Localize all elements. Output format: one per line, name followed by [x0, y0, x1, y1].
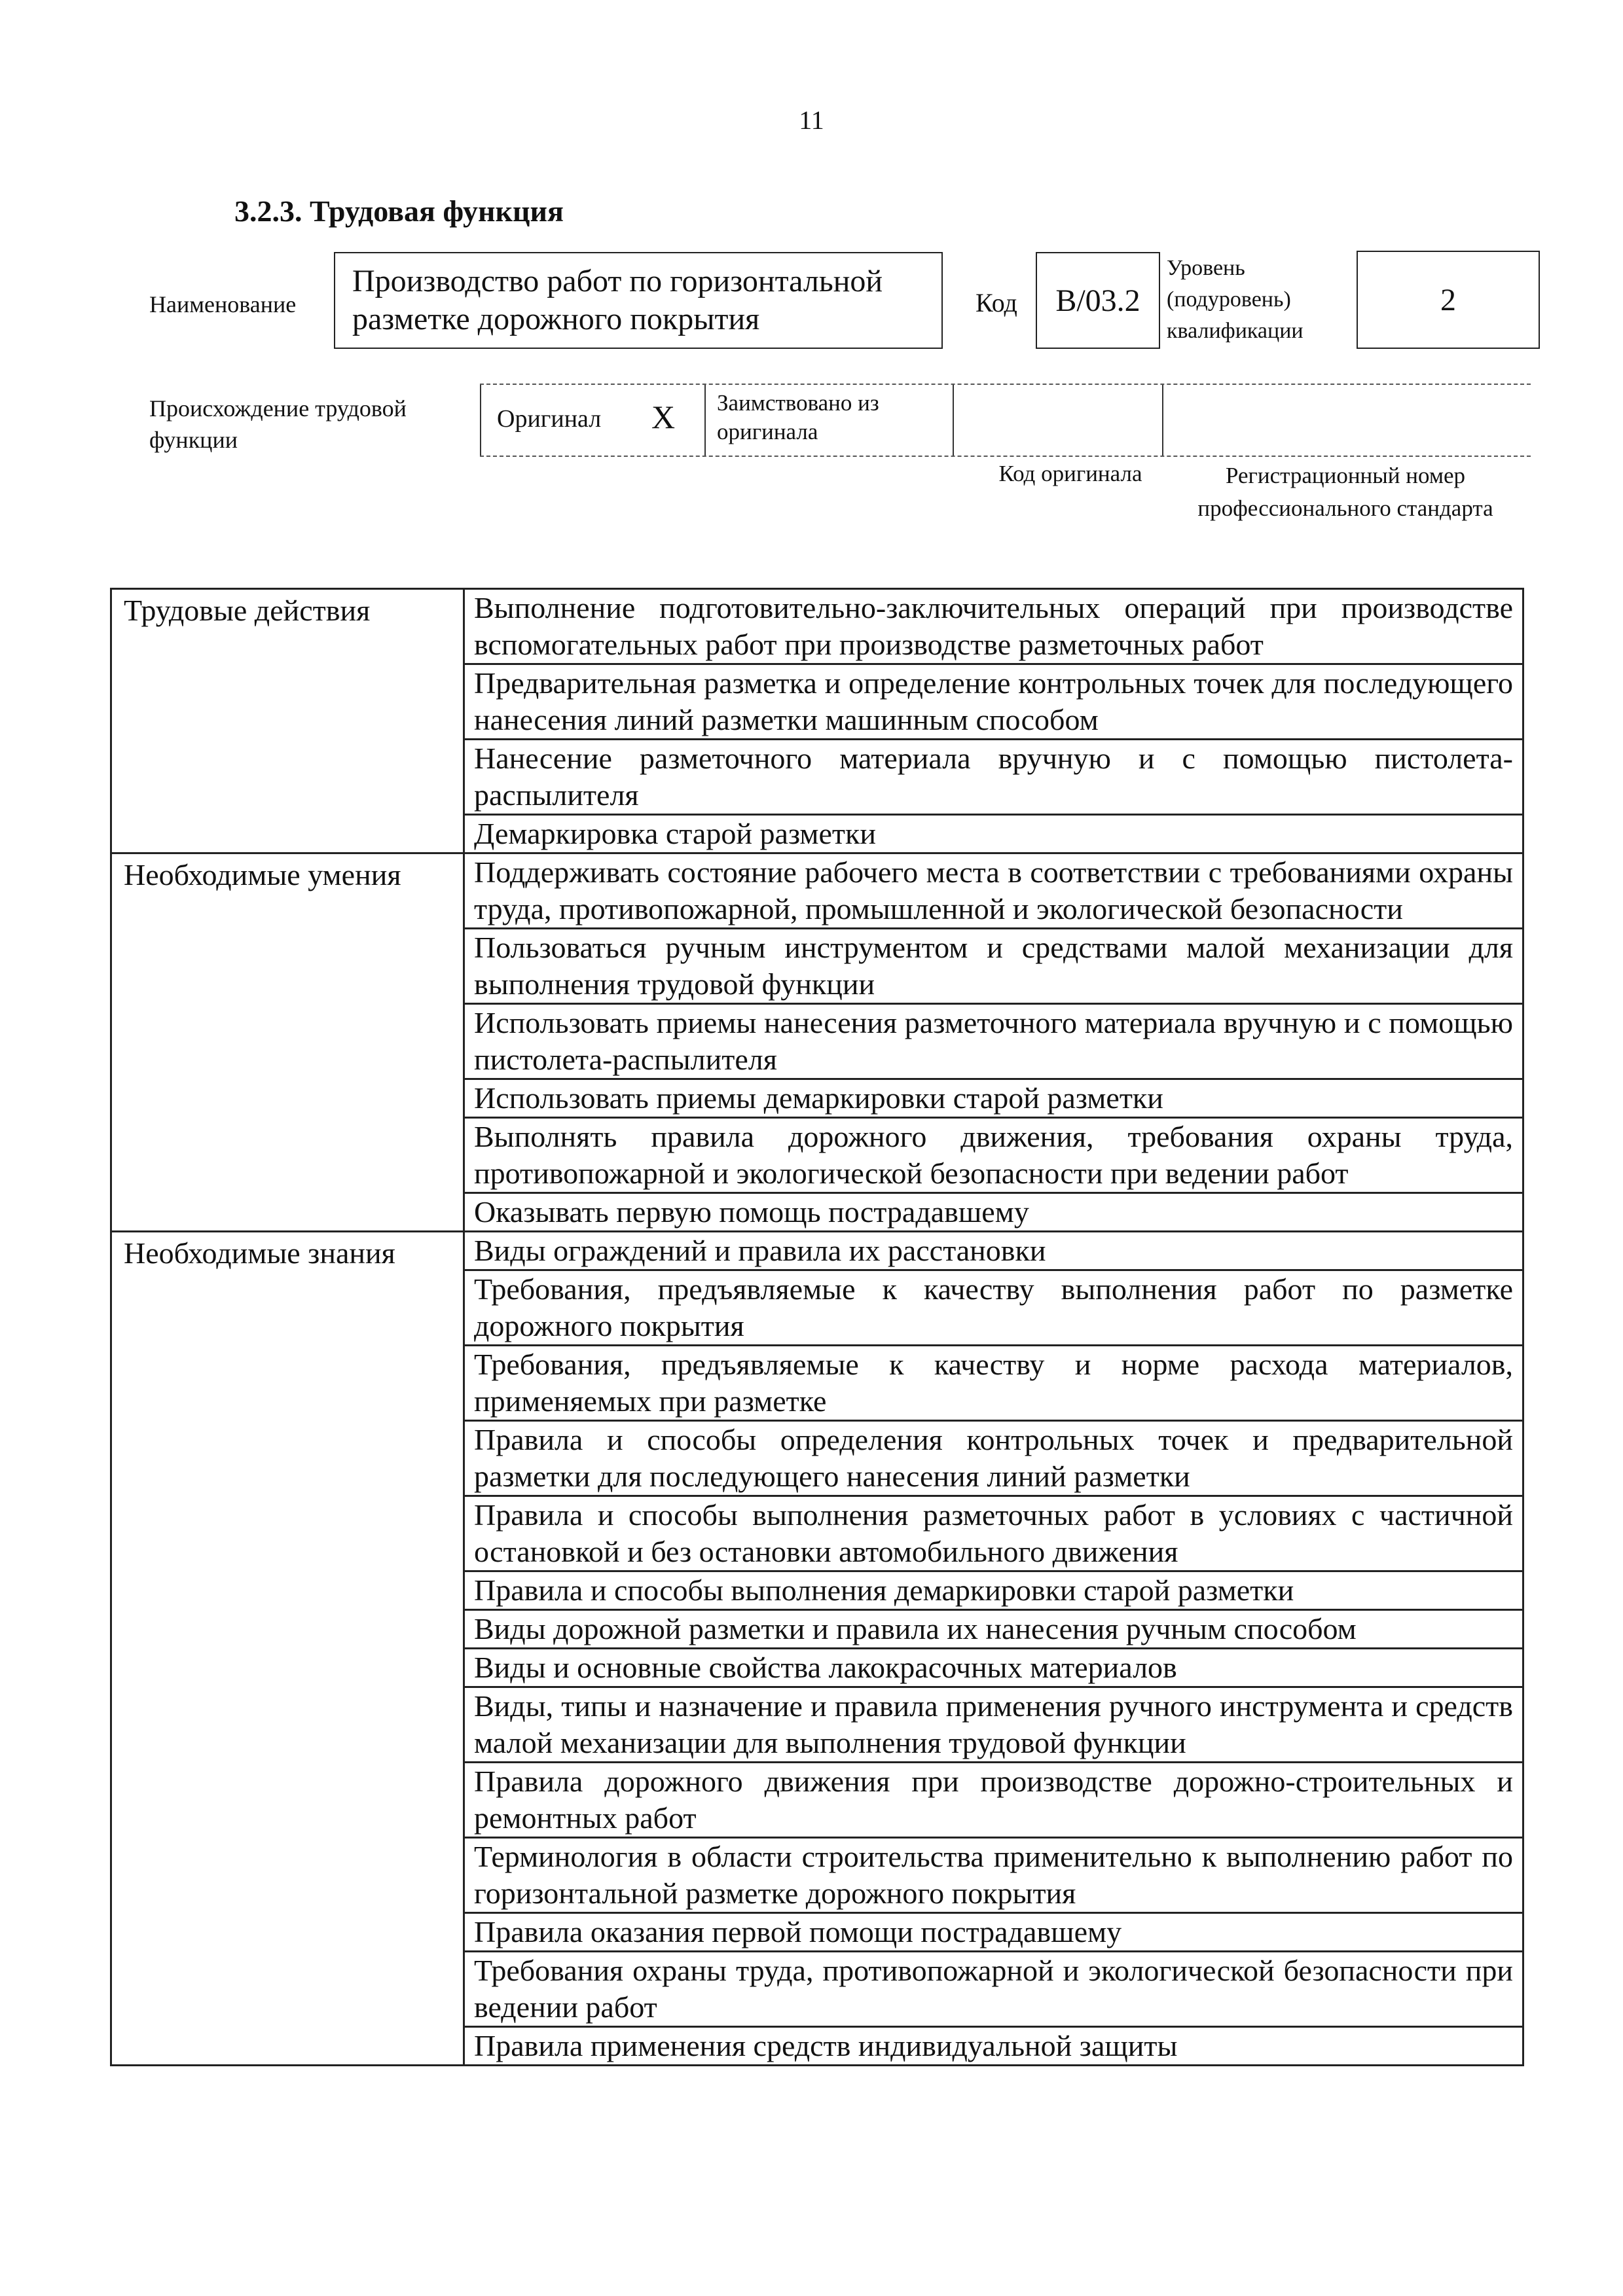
name-value: Производство работ по горизонтальной разметке дорожного покрытия: [352, 264, 883, 336]
section-item: Использовать приемы нанесения разметочного материала вручную и с помощью пистолета-распылителя: [464, 1004, 1523, 1079]
section-item: Выполнение подготовительно-заключительных операций при производстве вспомогательных работ при производстве разметочных работ: [464, 589, 1523, 664]
section-item: Правила и способы определения контрольных точек и предварительной разметки для последующего нанесения линий разметки: [464, 1421, 1523, 1496]
section-item: Правила применения средств индивидуальной защиты: [464, 2027, 1523, 2066]
level-value-box: [1357, 251, 1540, 349]
section-item: Оказывать первую помощь пострадавшему: [464, 1193, 1523, 1232]
table-body: [111, 589, 1523, 2066]
original-mark: X: [651, 399, 676, 435]
section-label: Необходимые знания: [111, 1232, 464, 2066]
origin-cell-divider: [704, 385, 706, 456]
name-value-box: [334, 252, 943, 349]
level-value: 2: [1440, 282, 1456, 317]
original-label: Оригинал: [497, 405, 602, 433]
origin-cell-divider: [480, 385, 481, 456]
code-label: Код: [976, 288, 1017, 317]
section-item: Пользоваться ручным инструментом и средствами малой механизации для выполнения трудовой функции: [464, 929, 1523, 1004]
section-item: Поддерживать состояние рабочего места в соответствии с требованиями охраны труда, противопожарной, промышленной и экологической безопасности: [464, 853, 1523, 929]
section-title: 3.2.3. Трудовая функция: [234, 194, 564, 228]
section-label: Трудовые действия: [111, 589, 464, 853]
reg-number-label: Регистрационный номер профессионального стандарта: [1197, 463, 1493, 521]
table-row: [111, 853, 1523, 929]
section-item: Требования, предъявляемые к качеству и норме расхода материалов, применяемых при разметке: [464, 1346, 1523, 1421]
section-item: Выполнять правила дорожного движения, требования охраны труда, противопожарной и экологической безопасности при ведении работ: [464, 1118, 1523, 1193]
section-item: Требования, предъявляемые к качеству выполнения работ по разметке дорожного покрытия: [464, 1270, 1523, 1346]
table-row: [111, 589, 1523, 664]
code-value: В/03.2: [1055, 283, 1140, 318]
section-item: Виды ограждений и правила их расстановки: [464, 1232, 1523, 1270]
section-item: Правила дорожного движения при производстве дорожно-строительных и ремонтных работ: [464, 1763, 1523, 1838]
origin-label: Происхождение трудовой функции: [149, 395, 407, 453]
section-item: Правила оказания первой помощи пострадавшему: [464, 1913, 1523, 1952]
section-item: Правила и способы выполнения демаркировки старой разметки: [464, 1571, 1523, 1610]
section-item: Нанесение разметочного материала вручную и с помощью пистолета-распылителя: [464, 740, 1523, 815]
section-item: Терминология в области строительства применительно к выполнению работ по горизонтальной разметке дорожного покрытия: [464, 1838, 1523, 1913]
section-item: Правила и способы выполнения разметочных работ в условиях с частичной остановкой и без остановки автомобильного движения: [464, 1496, 1523, 1571]
section-item: Виды и основные свойства лакокрасочных материалов: [464, 1649, 1523, 1687]
code-value-box: [1036, 252, 1160, 349]
page-number: 11: [799, 105, 824, 135]
section-item: Требования охраны труда, противопожарной и экологической безопасности при ведении работ: [464, 1952, 1523, 2027]
name-label: Наименование: [149, 291, 297, 317]
origin-row: [480, 384, 1531, 457]
origin-cell-divider: [953, 385, 954, 456]
origin-cell-divider: [1162, 385, 1163, 456]
section-item: Предварительная разметка и определение контрольных точек для последующего нанесения линий разметки машинным способом: [464, 664, 1523, 740]
section-item: Виды дорожной разметки и правила их нанесения ручным способом: [464, 1610, 1523, 1649]
section-item: Виды, типы и назначение и правила применения ручного инструмента и средств малой механизации для выполнения трудовой функции: [464, 1687, 1523, 1763]
level-label: Уровень (подуровень) квалификации: [1167, 256, 1304, 343]
code-original-label: Код оригинала: [998, 461, 1142, 486]
section-item: Использовать приемы демаркировки старой разметки: [464, 1079, 1523, 1118]
borrowed-label: Заимствовано из оригинала: [717, 390, 879, 444]
table-row: [111, 1232, 1523, 1270]
section-item: Демаркировка старой разметки: [464, 815, 1523, 853]
labor-function-table: [110, 588, 1524, 2066]
section-label: Необходимые умения: [111, 853, 464, 1232]
